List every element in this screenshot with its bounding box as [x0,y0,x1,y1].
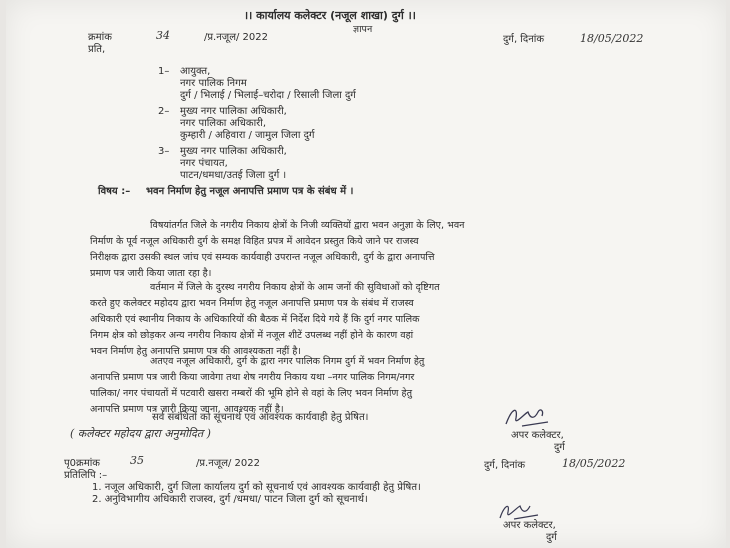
closing-line: सर्व संबंधितों को सूचनार्थ एवं आवश्यक कार्यवाही हेतु प्रेषित। [152,412,369,423]
body-paragraph-2 [90,280,646,360]
handwritten-note: ( कलेक्टर महोदय द्वारा अनुमोदित ) [70,427,211,440]
endorsement-kramank-number: 35 [130,454,144,467]
recipient-line: आयुक्त, [180,66,211,77]
paragraph-line: अनापत्ति प्रमाण पत्र जारी किया जाना, आवश्यक नहीं है। [90,404,284,415]
prati-label: प्रति, [88,44,106,55]
recipient-number: 1– [158,66,170,77]
signature-2-place: दुर्ग [546,532,557,543]
copy-item: 1. नजूल अधिकारी, दुर्ग जिला कार्यालय दुर्ग को सूचनार्थ एवं आवश्यक कार्यवाही हेतु प्रेषित। [92,482,421,493]
endorsement-kramank-suffix: /प्र.नजूल/ 2022 [196,458,260,469]
date-value: 18/05/2022 [580,32,644,45]
kramank-label: क्रमांक [88,32,112,43]
paragraph-line: निगम क्षेत्र को छोड़कर अन्य नगरीय निकाय क्षेत्रों में नजूल शीटें उपलब्ध नहीं होने के कारण वहां [90,330,414,341]
paragraph-line: विषयांतर्गत जिले के नगरीय निकाय क्षेत्रों के निजी व्यक्तियों द्वारा भवन अनुज्ञा के लिए, भवन [150,220,465,231]
office-title: ।। कार्यालय कलेक्टर (नजूल शाखा) दुर्ग ।। [244,9,416,22]
body-paragraph-1 [90,218,646,282]
recipient-line: पाटन/धमधा/उतई जिला दुर्ग । [180,170,287,181]
recipient-number: 3– [158,146,170,157]
paragraph-line: वर्तमान में जिले के दुरस्थ नगरीय निकाय क्षेत्रों के आम जनों की सुविधाओं को दृष्टिगत [150,282,440,293]
kramank-number: 34 [156,29,170,42]
paragraph-line: भवन निर्माण हेतु अनापत्ति प्रमाण पत्र की आवश्यकता नहीं है। [90,346,302,357]
signature-1-title: अपर कलेक्टर, [511,430,564,441]
endorsement-date-label: दुर्ग, दिनांक [484,460,526,471]
recipient-number: 2– [158,106,170,117]
subject-text: भवन निर्माण हेतु नजूल अनापत्ति प्रमाण पत्र के संबंध में । [146,186,354,197]
recipient-line: नगर पालिक निगम [180,78,247,89]
signature-1 [502,404,552,430]
recipient-line: कुम्हारी / अहिवारा / जामुल जिला दुर्ग [180,130,315,141]
recipient-line: नगर पंचायत, [180,158,228,169]
paragraph-line: निर्माण के पूर्व नजूल अधिकारी दुर्ग के समक्ष विहित प्रपत्र में आवेदन प्रस्तुत किये जाने पर राजस्व [90,236,419,247]
signature-2-title: अपर कलेक्टर, [503,520,556,531]
signature-1-place: दुर्ग [554,442,565,453]
paragraph-line: अधिकारी एवं स्थानीय निकाय के अधिकारियों की बैठक में निर्देश दिये गये हैं कि दुर्ग नगर पालिक [90,314,420,325]
signature-2 [496,500,542,522]
paragraph-line: अतएव नजूल अधिकारी, दुर्ग के द्वारा नगर पालिक निगम दुर्ग में भवन निर्माण हेतु [150,356,425,367]
recipient-line: नगर पालिका अधिकारी, [180,118,267,129]
document-page [6,0,726,548]
paragraph-line: प्रमाण पत्र जारी किया जाता रहा है। [90,268,212,279]
body-paragraph-3 [90,354,646,418]
paragraph-line: पालिका/ नगर पंचायतों में पटवारी खसरा नम्बरों की भूमि होने से वहां के लिए भवन निर्माण हेतु [90,388,413,399]
subject-label: विषय :– [98,186,131,197]
copy-label: प्रतिलिपि :– [64,470,108,481]
recipient-line: मुख्य नगर पालिका अधिकारी, [180,146,287,157]
kramank-suffix: /प्र.नजूल/ 2022 [204,32,268,43]
paragraph-line: अनापत्ति प्रमाण पत्र जारी किया जावेगा तथा शेष नगरीय निकाय यथा –नगर पालिक निगम/नगर [90,372,415,383]
copy-item: 2. अनुविभागीय अधिकारी राजस्व, दुर्ग /धमधा/ पाटन जिला दुर्ग को सूचनार्थ। [92,494,368,505]
paragraph-line: निरीक्षक द्वारा उसकी स्थल जांच एवं सम्यक कार्यवाही उपरान्त नजूल अधिकारी, दुर्ग के द्वारा अनापत्ति [90,252,435,263]
endorsement-date-value: 18/05/2022 [562,457,626,470]
recipient-line: मुख्य नगर पालिका अधिकारी, [180,106,287,117]
endorsement-kramank-label: पृ0क्रमांक [64,458,100,469]
recipient-line: दुर्ग / भिलाई / भिलाई–चरोदा / रिसाली जिला दुर्ग [180,90,356,101]
paragraph-line: करते हुए कलेक्टर महोदय द्वारा भवन निर्माण हेतु नजूल अनापत्ति प्रमाण पत्र के संबंध में राजस्व [90,298,414,309]
date-label: दुर्ग, दिनांक [503,34,545,45]
memo-word: ज्ञापन [353,24,373,35]
